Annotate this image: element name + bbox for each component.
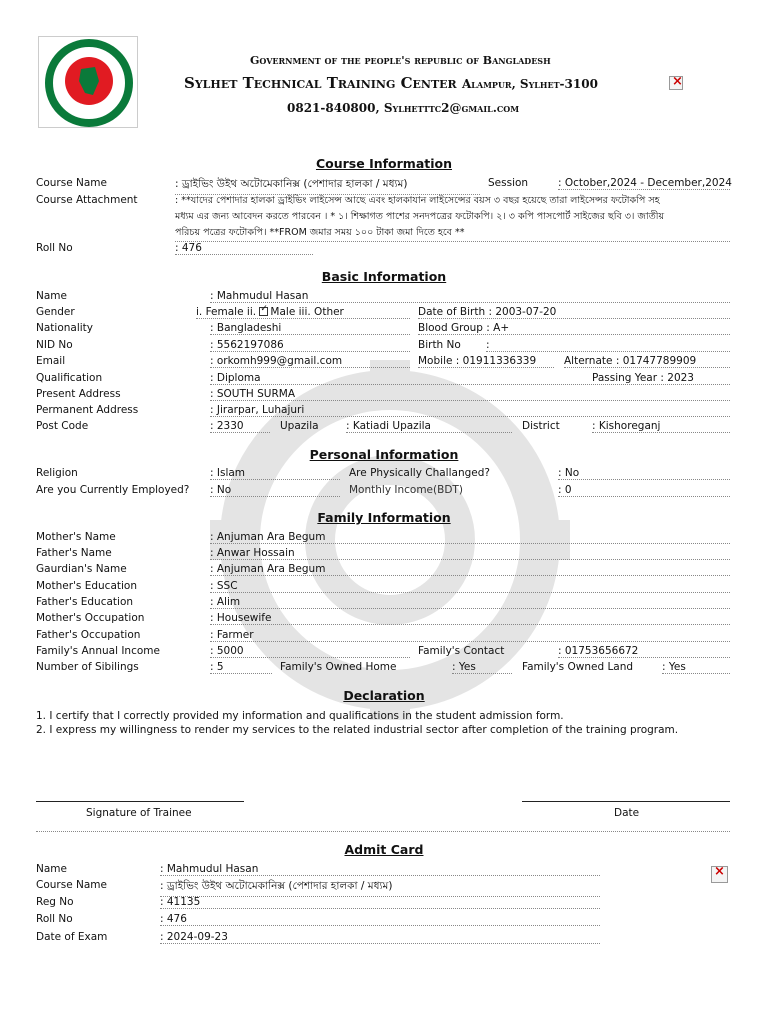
course-name-label: Course Name [36,177,107,189]
physically-challenged-label: Are Physically Challanged? [349,467,490,479]
center-address: Alampur, Sylhet-3100 [461,77,598,91]
email-label: Email [36,355,66,367]
gender-label: Gender [36,306,75,318]
email-value: : orkomh999@gmail.com [210,355,410,368]
session-label: Session [488,177,529,189]
upazila-value: : Katiadi Upazila [346,420,512,433]
annual-income-label: Family's Annual Income [36,645,160,657]
admit-reg-label: Reg No [36,896,74,908]
declaration-line1: 1. I certify that I correctly provided my information and qualifications in the student admission form. [36,710,564,722]
upazila-label: Upazila [280,420,319,432]
basic-section-title: Basic Information [321,269,447,284]
admit-name-value: : Mahmudul Hasan [160,863,600,876]
family-section-title: Family Information [317,510,451,525]
date-signature-line [522,801,730,802]
father-name-value: : Anwar Hossain [210,547,730,560]
mother-occupation-value: : Housewife [210,612,730,625]
declaration-title: Declaration [343,688,425,703]
owned-land-label: Family's Owned Land [522,661,634,673]
nationality-label: Nationality [36,322,94,334]
admit-course-value: : ড্রাইভিং উইথ অটোমেকানিক্স (পেশাদার হালকা / মধ্যম) [160,879,600,897]
course-attachment-line2: মধ্যম এর জন্য আবেদন করতে পারবেন । * ১। শিক্ষাগত পাশের সনদপত্রের ফটোকপি। ২। ৩ কপি পাসপোর্ট সাইজের ছবি ৩। জাতীয় [175,211,665,222]
owned-home-value: : Yes [452,661,512,674]
mother-education-label: Mother's Education [36,580,138,592]
nid-label: NID No [36,339,73,351]
personal-section-title: Personal Information [309,447,459,462]
physically-challenged-value: : No [558,467,730,480]
roll-value: : 476 [175,242,313,255]
session-value: : October,2024 - December,2024 [558,177,732,189]
permanent-address-label: Permanent Address [36,404,139,416]
employed-label: Are you Currently Employed? [36,484,190,496]
father-occupation-value: : Farmer [210,629,730,642]
nid-value: : 5562197086 [210,339,410,352]
checkbox-checked-icon[interactable] [259,307,268,316]
permanent-address-value: : Jirarpar, Luhajuri [210,404,730,417]
name-label: Name [36,290,67,302]
family-contact-label: Family's Contact [418,645,505,657]
father-education-value: : Alim [210,596,730,609]
admit-photo-broken-icon [711,866,728,883]
nationality-value: : Bangladeshi [210,322,410,335]
trainee-signature-line [36,801,244,802]
guardian-name-label: Gaurdian's Name [36,563,127,575]
father-education-label: Father's Education [36,596,134,608]
religion-label: Religion [36,467,78,479]
monthly-income-value: : 0 [558,484,730,497]
birth-no-label: Birth No [418,339,461,351]
guardian-name-value: : Anjuman Ara Begum [210,563,730,576]
father-occupation-label: Father's Occupation [36,629,141,641]
owned-home-label: Family's Owned Home [280,661,397,673]
employed-value: : No [210,484,340,497]
center-title [184,74,598,92]
monthly-income-label: Monthly Income(BDT) [349,484,463,496]
district-value: : Kishoreganj [592,420,730,433]
trainee-signature-label: Signature of Trainee [86,807,192,819]
mobile-field: Mobile : 01911336339 [418,355,554,368]
mother-occupation-label: Mother's Occupation [36,612,145,624]
passing-year-field: Passing Year : 2023 [592,372,694,384]
siblings-value: : 5 [210,661,272,674]
roll-label: Roll No [36,242,73,254]
gender-options [196,306,410,319]
course-section-title: Course Information [315,156,453,171]
present-address-value: : SOUTH SURMA [210,388,730,401]
gender-female-ii: i. Female ii. [196,306,257,318]
name-value: : Mahmudul Hasan [210,290,730,303]
mother-education-value: : SSC [210,580,730,593]
alternate-field: Alternate : 01747789909 [564,355,730,368]
admit-roll-label: Roll No [36,913,73,925]
government-logo [38,36,138,128]
siblings-label: Number of Sibilings [36,661,139,673]
center-contact: 0821-840800, Sylhetttc2@gmail.com [287,101,520,115]
declaration-line2: 2. I express my willingness to render my services to the related industrial sector after completion of the training program. [36,724,679,736]
blood-group-field: Blood Group : A+ [418,322,730,335]
mother-name-value: : Anjuman Ara Begum [210,531,730,544]
admit-card-title: Admit Card [344,842,424,857]
annual-income-value: : 5000 [210,645,410,658]
owned-land-value: : Yes [662,661,730,674]
post-code-value: : 2330 [210,420,270,433]
admit-card-cutline [36,822,730,832]
mother-name-label: Mother's Name [36,531,116,543]
religion-value: : Islam [210,467,340,480]
broken-image-icon [669,76,683,90]
course-attachment-label: Course Attachment [36,194,138,206]
present-address-label: Present Address [36,388,121,400]
admit-exam-date-value: : 2024-09-23 [160,931,600,944]
family-contact-value: : 01753656672 [558,645,730,658]
district-label: District [522,420,560,432]
government-title: Government of the people's republic of Bangladesh [250,54,551,67]
admit-name-label: Name [36,863,67,875]
center-name: Sylhet Technical Training Center [184,74,457,92]
date-label: Date [614,807,640,819]
gender-male-other: Male iii. Other [270,306,344,318]
qualification-label: Qualification [36,372,103,384]
qualification-value: : Diploma [210,372,730,385]
course-attachment-line3: পরিচয় পত্রের ফটোকপি। **FROM জমার সময় ১০০ টাকা জমা দিতে হবে ** [175,226,730,242]
post-code-label: Post Code [36,420,89,432]
course-name-value: : ড্রাইভিং উইথ অটোমেকানিক্স (পেশাদার হালকা / মধ্যম) [175,177,480,195]
admit-roll-value: : 476 [160,913,600,926]
dob-field: Date of Birth : 2003-07-20 [418,306,730,319]
father-name-label: Father's Name [36,547,112,559]
admit-course-label: Course Name [36,879,107,891]
birth-no-value: : [486,339,730,352]
admit-exam-date-label: Date of Exam [36,931,108,943]
course-attachment-line1: : **যাদের পেশাদার হালকা ড্রাইভিং লাইসেন্স আছে এবং হালকাযান লাইসেন্সের বয়স ৩ বছর হয়েছে তারা লাইসেন্সর ফটোকপি সহ [175,195,660,206]
admit-reg-value: : 41135 [160,896,600,909]
